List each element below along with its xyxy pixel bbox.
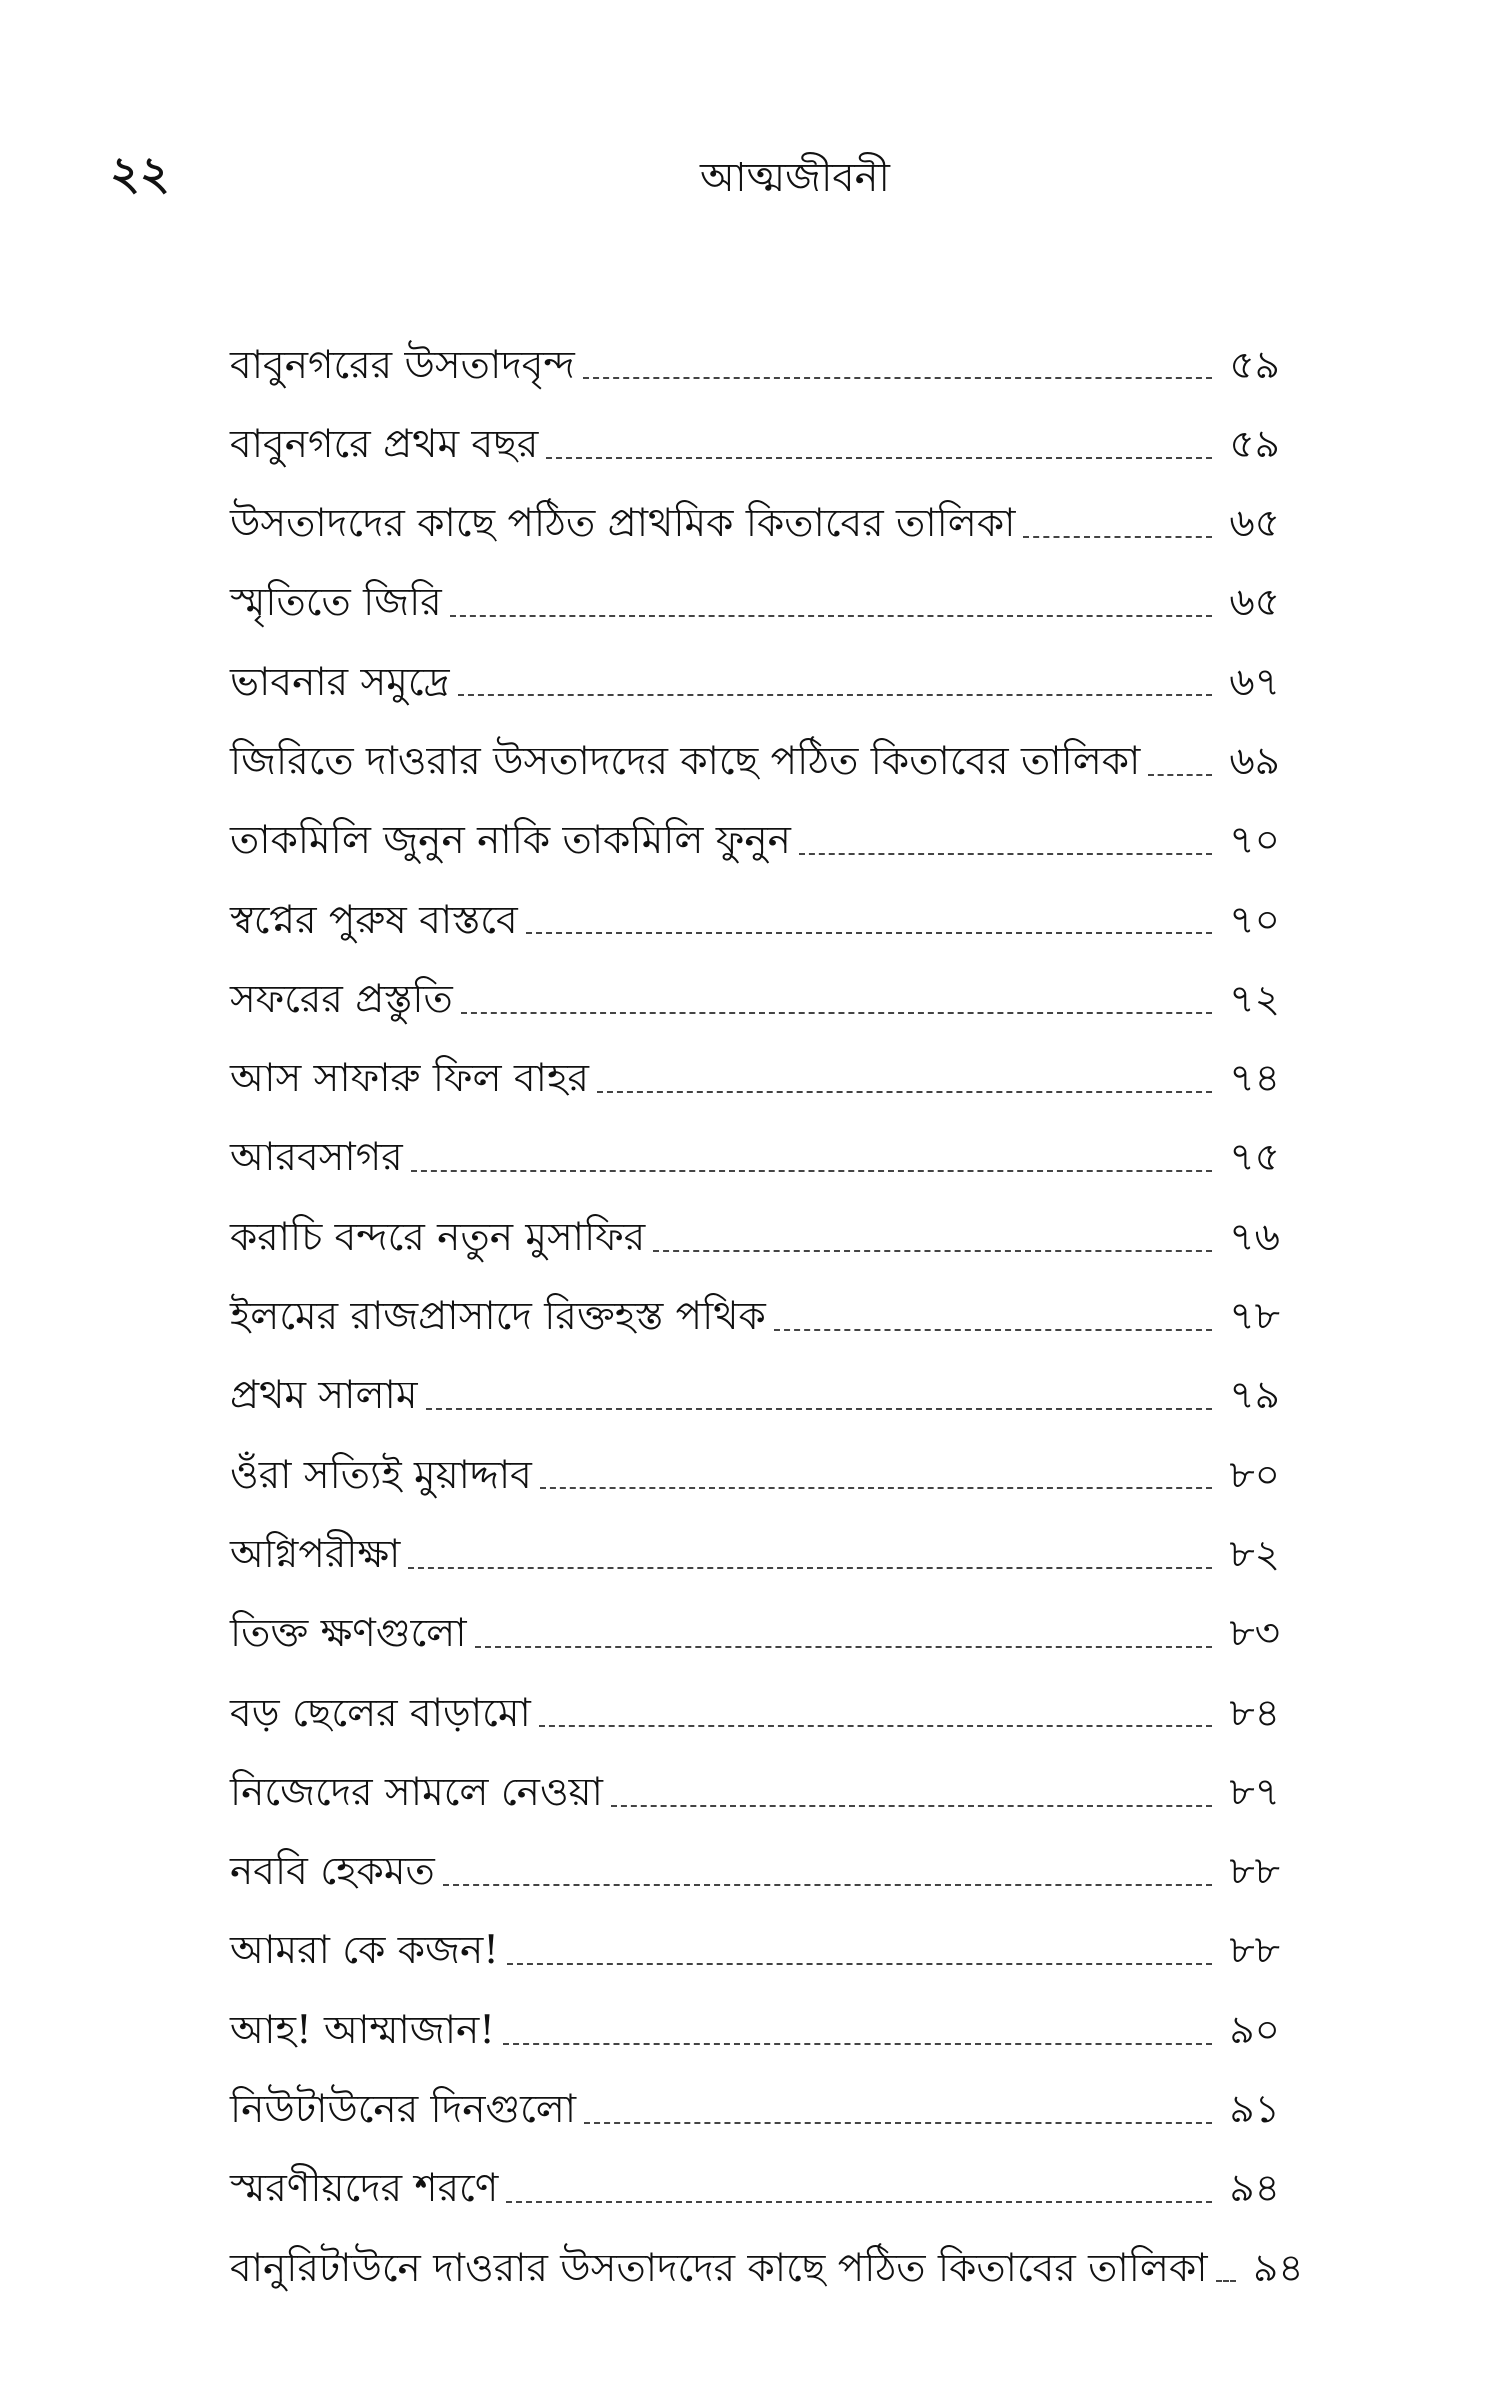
toc-entry-page-number: ৬৯ [1229, 738, 1280, 784]
toc-entry [230, 310, 1280, 389]
toc-entry-page-number: ৭৮ [1229, 1294, 1280, 1340]
dotted-leader [443, 1884, 1212, 1886]
dotted-leader [503, 2043, 1212, 2045]
dotted-leader [526, 932, 1212, 934]
toc-entry [230, 944, 1280, 1023]
toc-entry-page-number: ৯৪ [1229, 2166, 1280, 2212]
toc-entry [230, 2134, 1280, 2213]
toc-entry [230, 1579, 1280, 1658]
dotted-leader [653, 1250, 1212, 1252]
toc-entry-title: নিউটাউনের দিনগুলো [230, 2087, 577, 2133]
toc-entry-page-number: ৭২ [1229, 976, 1280, 1022]
toc-entry-page-number: ৯১ [1229, 2087, 1280, 2133]
toc-entry [230, 786, 1280, 865]
toc-entry-title: নববি হেকমত [230, 1849, 435, 1895]
toc-entry-page-number: ৭৬ [1229, 1214, 1280, 1260]
dotted-leader [426, 1408, 1212, 1410]
dotted-leader [507, 1963, 1212, 1965]
toc-entry-title: নিজেদের সামলে নেওয়া [230, 1769, 603, 1815]
toc-entry [230, 2213, 1304, 2292]
toc-entry-title: করাচি বন্দরে নতুন মুসাফির [230, 1214, 646, 1260]
toc-entry-page-number: ৭৯ [1229, 1373, 1280, 1419]
toc-entry-page-number: ৯০ [1229, 2007, 1280, 2053]
toc-entry-page-number: ৭০ [1229, 818, 1280, 864]
toc-entry [230, 1817, 1280, 1896]
toc-entry-page-number: ৮০ [1229, 1452, 1280, 1498]
toc-entry-page-number: ৮৭ [1229, 1769, 1280, 1815]
toc-entry-title: বড় ছেলের বাড়ামো [230, 1690, 531, 1736]
toc-entry-title: স্বপ্নের পুরুষ বাস্তবে [230, 897, 518, 943]
dotted-leader [611, 1805, 1212, 1807]
running-title: আত্মজীবনী [699, 155, 890, 201]
toc-entry-title: প্রথম সালাম [230, 1373, 418, 1419]
page-number: ২২ [110, 146, 170, 200]
toc-entry-page-number: ৮৪ [1229, 1690, 1280, 1736]
toc-entry [230, 1896, 1280, 1975]
toc-entry-title: আস সাফারু ফিল বাহর [230, 1056, 589, 1102]
toc-entry [230, 469, 1280, 548]
toc-entry-title: জিরিতে দাওরার উসতাদদের কাছে পঠিত কিতাবের তালিকা [230, 738, 1141, 784]
toc-entry-page-number: ৮৩ [1229, 1611, 1280, 1657]
toc-entry [230, 1499, 1280, 1578]
dotted-leader [597, 1091, 1212, 1093]
toc-entry-page-number: ৭৫ [1229, 1135, 1280, 1181]
toc-entry [230, 2055, 1280, 2134]
toc-entry-title: আরবসাগর [230, 1135, 403, 1181]
table-of-contents [230, 310, 1304, 2292]
toc-entry-title: বাবুনগরের উসতাদবৃন্দ [230, 342, 575, 388]
toc-entry [230, 1975, 1280, 2054]
dotted-leader [584, 2122, 1212, 2124]
toc-entry-page-number: ৮২ [1229, 1531, 1280, 1577]
toc-entry-page-number: ৬৫ [1229, 501, 1280, 547]
toc-entry [230, 1658, 1280, 1737]
dotted-leader [461, 1012, 1212, 1014]
toc-entry-title: স্মরণীয়দের শরণে [230, 2166, 499, 2212]
toc-entry-title: ইলমের রাজপ্রাসাদে রিক্তহস্ত পথিক [230, 1294, 766, 1340]
toc-entry-title: সফরের প্রস্তুতি [230, 976, 453, 1022]
dotted-leader [458, 694, 1212, 696]
toc-entry [230, 1262, 1280, 1341]
toc-entry-page-number: ৮৮ [1229, 1849, 1280, 1895]
dotted-leader [546, 457, 1212, 459]
toc-entry [230, 706, 1280, 785]
dotted-leader [774, 1329, 1212, 1331]
dotted-leader [475, 1646, 1212, 1648]
toc-entry-title: উসতাদদের কাছে পঠিত প্রাথমিক কিতাবের তালিকা [230, 501, 1016, 547]
toc-entry-title: তিক্ত ক্ষণগুলো [230, 1611, 467, 1657]
toc-entry [230, 1024, 1280, 1103]
toc-entry [230, 389, 1280, 468]
dotted-leader [1148, 774, 1212, 776]
toc-entry [230, 1420, 1280, 1499]
dotted-leader [408, 1567, 1212, 1569]
toc-entry-page-number: ৭৪ [1229, 1056, 1280, 1102]
dotted-leader [583, 377, 1212, 379]
toc-entry-page-number: ৯৪ [1252, 2245, 1304, 2291]
toc-entry-title: তাকমিলি জুনুন নাকি তাকমিলি ফুনুন [230, 818, 791, 864]
toc-entry-title: আহ! আম্মাজান! [230, 2007, 495, 2053]
dotted-leader [506, 2201, 1212, 2203]
toc-entry-title: ওঁরা সত্যিই মুয়াদ্দাব [230, 1452, 532, 1498]
toc-entry [230, 548, 1280, 627]
toc-entry-page-number: ৭০ [1229, 897, 1280, 943]
dotted-leader [799, 853, 1212, 855]
toc-entry-title: স্মৃতিতে জিরি [230, 580, 442, 626]
toc-entry-page-number: ৮৮ [1229, 1928, 1280, 1974]
toc-entry [230, 1737, 1280, 1816]
toc-entry-title: বাবুনগরে প্রথম বছর [230, 421, 539, 467]
dotted-leader [540, 1487, 1212, 1489]
dotted-leader [539, 1725, 1212, 1727]
dotted-leader [1023, 536, 1212, 538]
toc-entry-page-number: ৫৯ [1229, 342, 1280, 388]
toc-entry-title: আমরা কে কজন! [230, 1928, 499, 1974]
toc-entry-title: ভাবনার সমুদ্রে [230, 659, 450, 705]
toc-entry [230, 1182, 1280, 1261]
dotted-leader [411, 1170, 1212, 1172]
toc-entry [230, 1103, 1280, 1182]
dotted-leader [1216, 2280, 1236, 2282]
toc-entry-page-number: ৬৭ [1229, 659, 1280, 705]
toc-entry-page-number: ৬৫ [1229, 580, 1280, 626]
dotted-leader [450, 615, 1212, 617]
toc-entry-title: বানুরিটাউনে দাওরার উসতাদদের কাছে পঠিত কিতাবের তালিকা [230, 2245, 1208, 2291]
toc-entry [230, 1341, 1280, 1420]
toc-entry [230, 627, 1280, 706]
toc-entry [230, 865, 1280, 944]
toc-entry-page-number: ৫৯ [1229, 421, 1280, 467]
toc-entry-title: অগ্নিপরীক্ষা [230, 1531, 401, 1577]
